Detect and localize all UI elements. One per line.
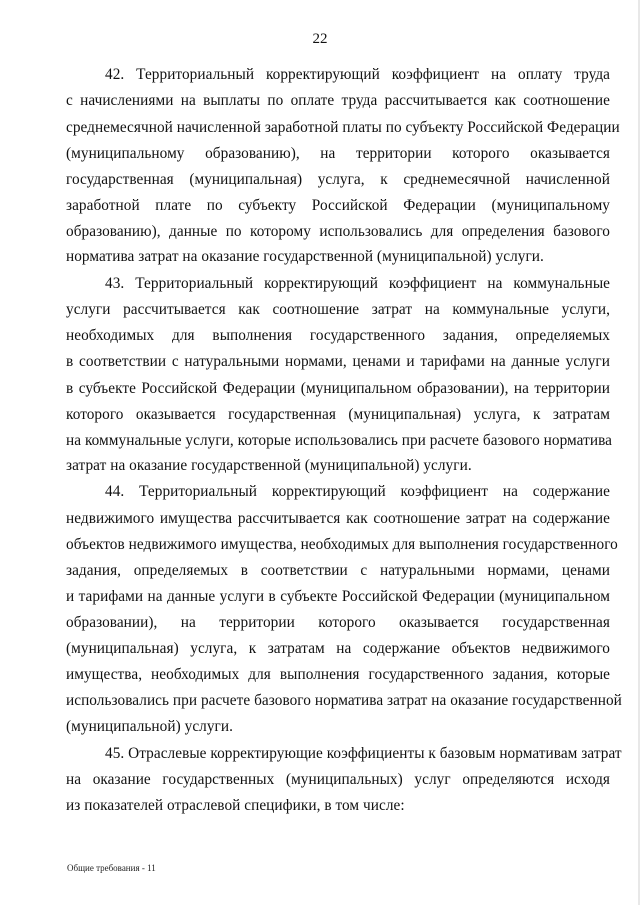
paragraph-42-line: с начислениями на выплаты по оплате труда рассчитывается как соотношение bbox=[66, 92, 610, 109]
paragraph-42-line: (муниципальному образованию), на территории которого оказывается bbox=[66, 145, 610, 162]
paragraph-44-line: образовании), на территории которого оказывается государственная bbox=[66, 614, 610, 631]
paragraph-44-line: использовались при расчете базового норматива затрат на оказание государственной bbox=[66, 692, 622, 709]
paragraph-43-line: в соответствии с натуральными нормами, ценами и тарифами на данные услуги bbox=[66, 353, 610, 370]
paragraph-43-line: на коммунальные услуги, которые использовались при расчете базового норматива bbox=[66, 432, 612, 449]
page-number: 22 bbox=[312, 31, 328, 47]
paragraph-43-line: затрат на оказание государственной (муниципальной) услуги. bbox=[66, 457, 472, 474]
paragraph-44-line: и тарифами на данные услуги в субъекте Российской Федерации (муниципальном bbox=[66, 588, 610, 605]
paragraph-42-line: заработной плате по субъекту Российской Федерации (муниципальному bbox=[66, 197, 610, 214]
paragraph-44-line: имущества, необходимых для выполнения государственного задания, которые bbox=[66, 666, 610, 683]
paragraph-44-line: недвижимого имущества рассчитывается как соотношение затрат на содержание bbox=[66, 510, 610, 527]
paragraph-43-line: услуги рассчитывается как соотношение затрат на коммунальные услуги, bbox=[66, 301, 610, 318]
paragraph-43-line: которого оказывается государственная (муниципальная) услуга, к затратам bbox=[66, 406, 610, 423]
paragraph-42-line: среднемесячной начисленной заработной платы по субъекту Российской Федерации bbox=[66, 119, 620, 136]
paragraph-43-line: необходимых для выполнения государственного задания, определяемых bbox=[66, 327, 610, 344]
paragraph-44-line: объектов недвижимого имущества, необходимых для выполнения государственного bbox=[66, 536, 618, 553]
paragraph-44-line: (муниципальной) услуги. bbox=[66, 718, 233, 735]
paragraph-42-line: государственная (муниципальная) услуга, к среднемесячной начисленной bbox=[66, 171, 610, 188]
paragraph-45-line: на оказание государственных (муниципальных) услуг определяются исходя bbox=[66, 771, 610, 788]
paragraph-43-line: в субъекте Российской Федерации (муниципальном образовании), на территории bbox=[66, 380, 610, 397]
paragraph-44-line: задания, определяемых в соответствии с натуральными нормами, ценами bbox=[66, 562, 610, 579]
paragraph-45-line: из показателей отраслевой специфики, в том числе: bbox=[66, 797, 405, 814]
paragraph-45-line: 45. Отраслевые корректирующие коэффициенты к базовым нормативам затрат bbox=[105, 745, 622, 762]
paragraph-42-line: 42. Территориальный корректирующий коэффициент на оплату труда bbox=[105, 66, 610, 83]
paragraph-44-line: (муниципальная) услуга, к затратам на содержание объектов недвижимого bbox=[66, 640, 610, 657]
paragraph-44-line: 44. Территориальный корректирующий коэффициент на содержание bbox=[105, 483, 610, 500]
paragraph-43-line: 43. Территориальный корректирующий коэффициент на коммунальные bbox=[105, 275, 610, 292]
paragraph-42-line: образованию), данные по которому использовались для определения базового bbox=[66, 223, 610, 240]
page-footer: Общие требования - 11 bbox=[67, 863, 156, 873]
paragraph-42-line: норматива затрат на оказание государственной (муниципальной) услуги. bbox=[66, 248, 544, 265]
